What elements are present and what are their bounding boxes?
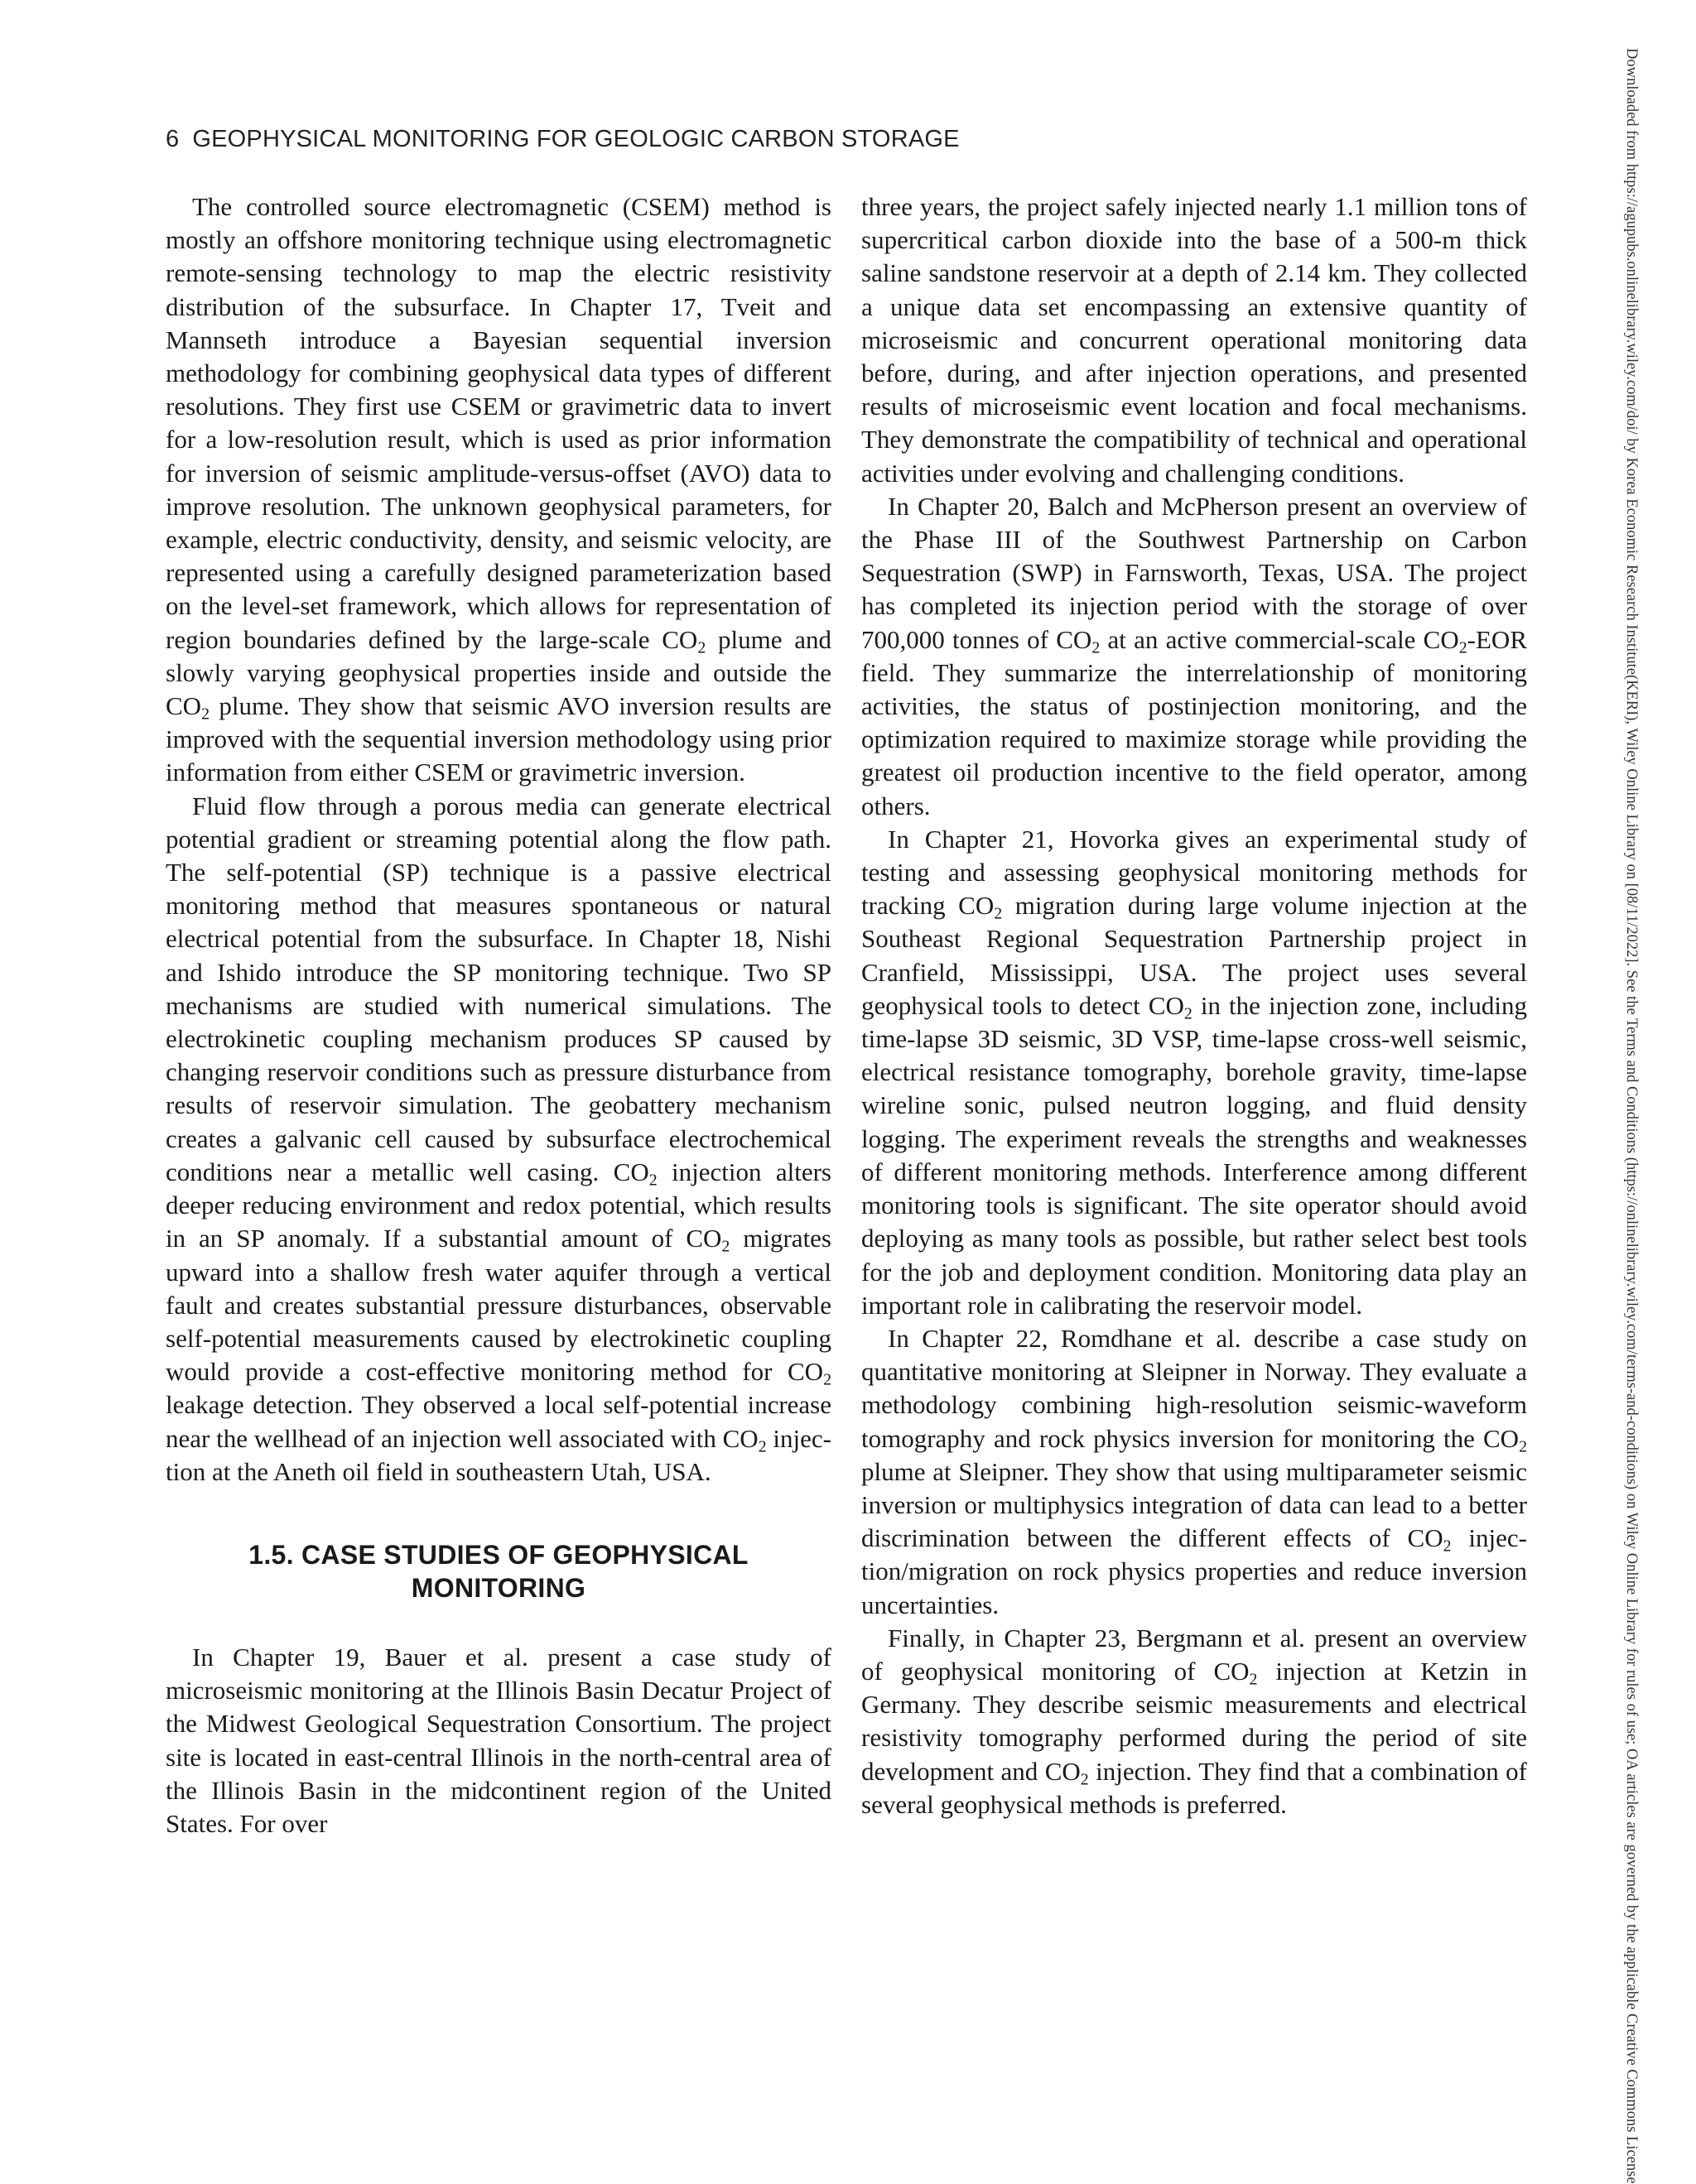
running-header <box>166 126 960 153</box>
right-column <box>861 190 1527 1821</box>
section-heading-line-2: MONITORING <box>411 1572 586 1603</box>
paragraph-chapter-19-continued: three years, the project safely injected nearly 1.1 million tons of supercritical carbon dioxide into the base of a 500-m thick saline sandstone reservoir at a depth of 2.14 km. They collected a unique data set encompassing an extensive quantity of microseismic and concurrent operational monitoring data before, during, and after injection operations, and presented results of microseismic event location and focal mechanisms. They demonstrate the compatibility of technical and operational activities under evolving and challenging conditions. <box>861 192 1527 488</box>
section-heading-line-1: 1.5. CASE STUDIES OF GEOPHYSICAL <box>248 1539 749 1570</box>
paragraph-chapter-21: In Chapter 21, Hovorka gives an experimental study of testing and assessing geophysical monitoring methods for tracking $CO_2$ migration during large volume injection at the Southeast Regional Sequestration Partnership project in Cranfield, Mississippi, USA. The project uses several geophysical tools to detect $CO_2$ in the injection zone, including time-lapse 3D seismic, 3D VSP, time-lapse cross-well seismic, electrical resistance tomography, borehole gravity, time-lapse wireline sonic, pulsed neutron logging, and fluid density logging. The experiment reveals the strengths and weaknesses of different monitoring methods. Interference among different monitoring tools is significant. The site operator should avoid deploying as many tools as possible, but rather select best tools for the job and deployment condition. Monitoring data play an important role in calibrating the reservoir model. <box>861 824 1527 1320</box>
download-notice-sidebar: Downloaded from https://agupubs.onlinelibrary.wiley.com/doi/ by Korea Economic Research Institute(KERI), Wiley Online Library on [08/11/2022]. See the Terms and Conditions (https://onlinelibrary.wiley.com/terms-and-conditions) on Wiley Online Library for rules of use; OA articles are governed by the applicable Creative Commons License <box>1623 48 1640 2184</box>
paragraph-chapter-20: In Chapter 20, Balch and McPherson present an overview of the Phase III of the Southwest Partnership on Carbon Sequestration (SWP) in Farnsworth, Texas, USA. The project has completed its injection period with the storage of over 700,000 tonnes of $CO_2$ at an active commercial-scale $CO_2$-EOR field. They summarize the interrelationship of monitoring activities, the status of postinjection monitoring, and the optimization required to maximize storage while providing the greatest oil production incentive to the field operator, among others. <box>861 491 1527 820</box>
paragraph-self-potential: Fluid flow through a porous media can generate electrical potential gradient or streaming potential along the flow path. The self-potential (SP) technique is a passive electrical monitoring method that measures spontaneous or natural electrical potential from the subsurface. In Chapter 18, Nishi and Ishido introduce the SP monitoring technique. Two SP mechanisms are studied with numerical simulations. The electrokinetic coupling mechanism produces SP caused by changing reservoir conditions such as pressure disturbance from results of reservoir simulation. The geobattery mechanism creates a galvanic cell caused by subsurface electrochemical conditions near a metallic well casing. $CO_2$ injection alters deeper reducing environment and redox potential, which results in an SP anomaly. If a substantial amount of $CO_2$ migrates upward into a shallow fresh water aquifer through a vertical fault and creates substantial pressure disturbances, observable self-potential measurements caused by electrokinetic coupling would provide a cost-effective monitoring method for $CO_2$ leakage detection. They observed a local self-potential increase near the wellhead of an injection well associated with $CO_2$ injection at the Aneth oil field in southeastern Utah, USA. <box>166 791 831 1486</box>
paragraph-chapter-19: In Chapter 19, Bauer et al. present a case study of microseismic monitoring at the Illinois Basin Decatur Project of the Midwest Geological Sequestration Consortium. The project site is located in east-central Illinois in the north-central area of the Illinois Basin in the midcontinent region of the United States. For over <box>166 1642 831 1838</box>
running-title: GEOPHYSICAL MONITORING FOR GEOLOGIC CARBON STORAGE <box>192 126 960 152</box>
paragraph-chapter-22: In Chapter 22, Romdhane et al. describe a case study on quantitative monitoring at Sleipner in Norway. They evaluate a methodology combining high-resolution seismic-waveform tomography and rock physics inversion for monitoring the $CO_2$ plume at Sleipner. They show that using multiparameter seismic inversion or multiphysics integration of data can lead to a better discrimination between the different effects of $CO_2$ injection/migration on rock physics properties and reduce inversion uncertainties. <box>861 1323 1527 1619</box>
left-column <box>166 190 831 1840</box>
section-heading-case-studies <box>166 1538 831 1604</box>
paragraph-csem: The controlled source electromagnetic (CSEM) method is mostly an offshore monitoring technique using electromagnetic remote-sensing technology to map the electric resistivity distribution of the subsurface. In Chapter 17, Tveit and Mannseth introduce a Bayesian sequential inversion methodology for combining geophysical data types of different resolutions. They first use CSEM or gravimetric data to invert for a low-resolution result, which is used as prior information for inversion of seismic amplitude-versus-offset (AVO) data to improve resolution. The unknown geophysical parameters, for example, electric conductivity, density, and seismic velocity, are represented using a carefully designed parameterization based on the level-set framework, which allows for representation of region boundaries defined by the large-scale $CO_2$ plume and slowly varying geophysical properties inside and outside the $CO_2$ plume. They show that seismic AVO inversion results are improved with the sequential inversion methodology using prior information from either CSEM or gravimetric inversion. <box>166 192 831 787</box>
page-number: 6 <box>166 126 180 152</box>
paragraph-chapter-23: Finally, in Chapter 23, Bergmann et al. present an overview of geophysical monitoring of $CO_2$ injection at Ketzin in Germany. They describe seismic measurements and electrical resistivity tomography performed during the period of site development and $CO_2$ injection. They find that a combination of several geophysical methods is preferred. <box>861 1623 1527 1819</box>
